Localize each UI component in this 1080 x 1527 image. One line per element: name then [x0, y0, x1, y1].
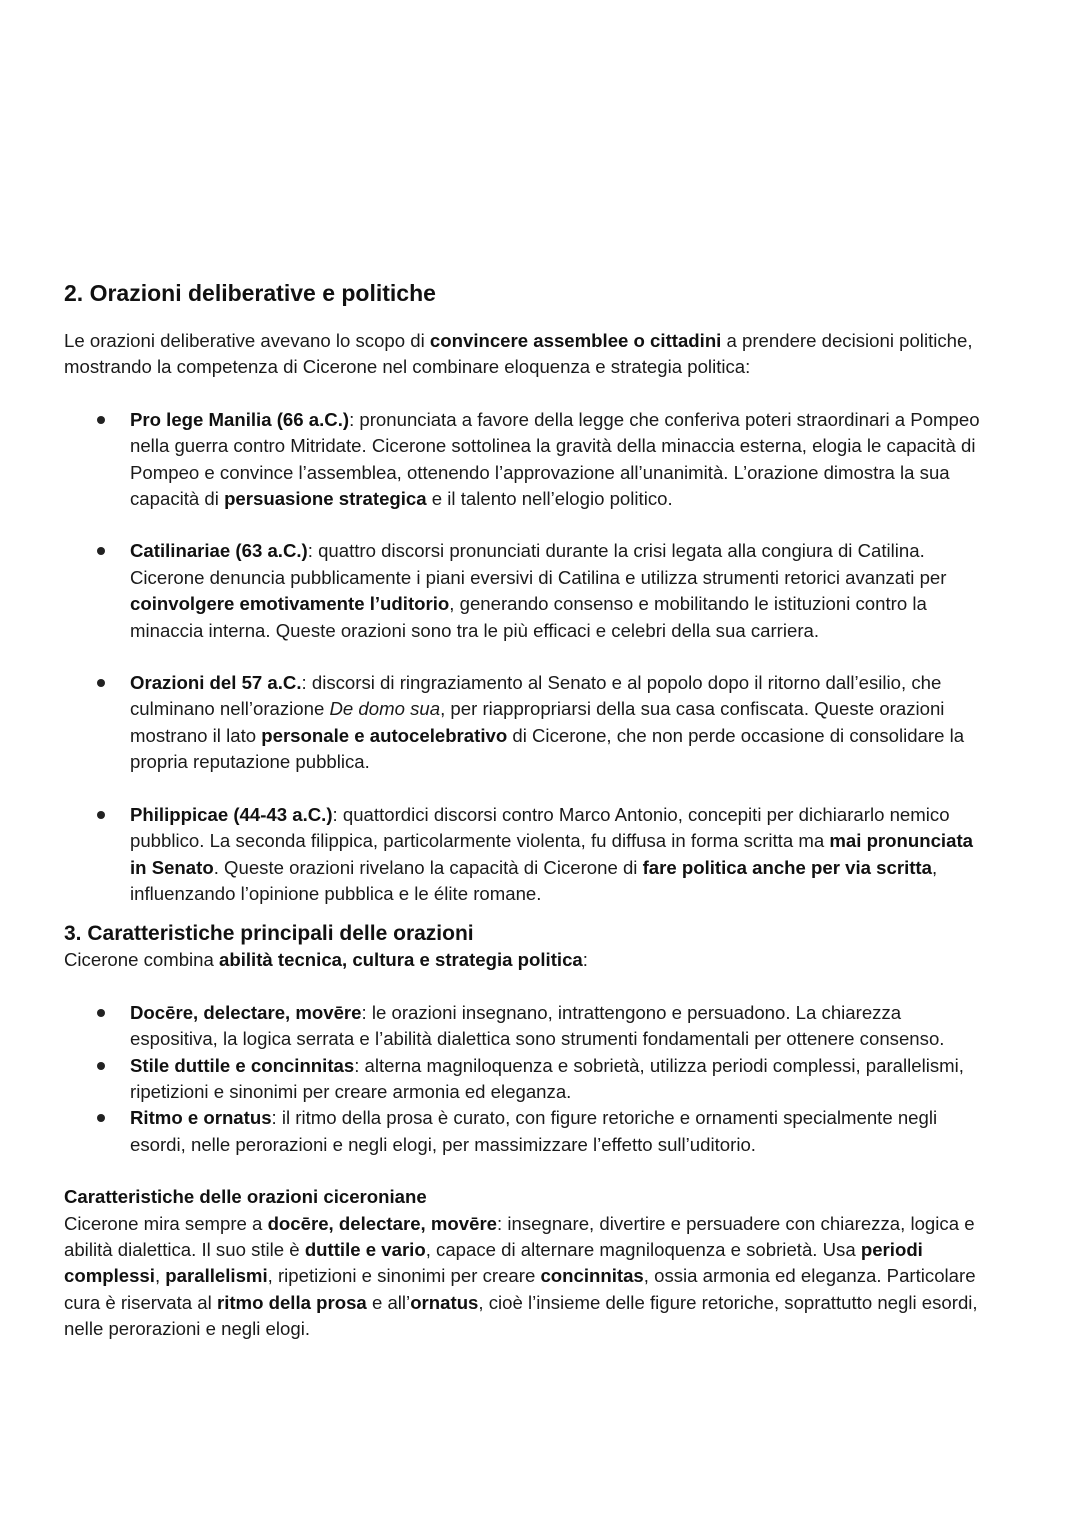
section-3-intro: Cicerone combina abilità tecnica, cultura e strategia politica:	[64, 949, 588, 971]
summary-paragraph: Cicerone mira sempre a docēre, delectare, movēre: insegnare, divertire e persuadere con chiarezza, logica e abilità dialettica. Il suo stile è duttile e vario, capace di alternare magniloquenza e sobrietà. Usa periodi complessi, parallelismi, ripetizioni e sinonimi per creare concinnitas, ossia armonia ed eleganza. Particolare cura è riservata al ritmo della prosa e all’ornatus, cioè l’insieme delle figure retoriche, soprattutto negli esordi, nelle perorazioni e negli elogi.	[64, 1212, 978, 1340]
section-3-heading: 3. Caratteristiche principali delle orazioni	[64, 922, 474, 946]
bullet-icon	[97, 1062, 105, 1070]
bullet-icon	[97, 679, 105, 687]
list-item-ritmo: Ritmo e ornatus: il ritmo della prosa è curato, con figure retoriche e ornamenti specialmente negli esordi, nelle perorazioni e negli elogi, per massimizzare l’effetto sull’uditorio.	[64, 1105, 994, 1158]
list-item-docere: Docēre, delectare, movēre: le orazioni insegnano, intrattengono e persuadono. La chiarezza espositiva, la logica serrata e l’abilità dialettica sono strumenti fondamentali per ottenere consenso.	[64, 1000, 994, 1053]
document-page	[64, 278, 994, 1343]
section-2-intro: Le orazioni deliberative avevano lo scopo di convincere assemblee o cittadini a prendere decisioni politiche, mostrando la competenza di Cicerone nel combinare eloquenza e strategia politica:	[64, 330, 973, 378]
section-3-list	[64, 1000, 994, 1158]
list-item-pro-lege-manilia: Pro lege Manilia (66 a.C.): pronunciata a favore della legge che conferiva poteri straordinari a Pompeo nella guerra contro Mitridate. Cicerone sottolinea la gravità della minaccia esterna, elogia le capacità di Pompeo e convince l’assemblea, ottenendo l’approvazione all’unanimità. L’orazione dimostra la sua capacità di persuasione strategica e il talento nell’elogio politico.	[64, 407, 994, 513]
summary-heading: Caratteristiche delle orazioni ciceroniane	[64, 1186, 427, 1208]
list-item-philippicae: Philippicae (44-43 a.C.): quattordici discorsi contro Marco Antonio, concepiti per dichiararlo nemico pubblico. La seconda filippica, particolarmente violenta, fu diffusa in forma scritta ma mai pronunciata in Senato. Queste orazioni rivelano la capacità di Cicerone di fare politica anche per via scritta, influenzando l’opinione pubblica e le élite romane.	[64, 802, 994, 908]
section-2-heading: 2. Orazioni deliberative e politiche	[64, 280, 436, 306]
bullet-icon	[97, 1114, 105, 1122]
bullet-icon	[97, 811, 105, 819]
list-item-catilinariae: Catilinariae (63 a.C.): quattro discorsi pronunciati durante la crisi legata alla congiura di Catilina. Cicerone denuncia pubblicamente i piani eversivi di Catilina e utilizza strumenti retorici avanzati per coinvolgere emotivamente l’uditorio, generando consenso e mobilitando le istituzioni contro la minaccia interna. Queste orazioni sono tra le più efficaci e celebri della sua carriera.	[64, 538, 994, 644]
list-item-orazioni-57: Orazioni del 57 a.C.: discorsi di ringraziamento al Senato e al popolo dopo il ritorno dall’esilio, che culminano nell’orazione De domo sua, per riappropriarsi della sua casa confiscata. Queste orazioni mostrano il lato personale e autocelebrativo di Cicerone, che non perde occasione di consolidare la propria reputazione pubblica.	[64, 670, 994, 776]
section-2-list	[64, 407, 994, 908]
list-item-stile: Stile duttile e concinnitas: alterna magniloquenza e sobrietà, utilizza periodi complessi, parallelismi, ripetizioni e sinonimi per creare armonia ed eleganza.	[64, 1053, 994, 1106]
bullet-icon	[97, 547, 105, 555]
bullet-icon	[97, 1009, 105, 1017]
bullet-icon	[97, 416, 105, 424]
